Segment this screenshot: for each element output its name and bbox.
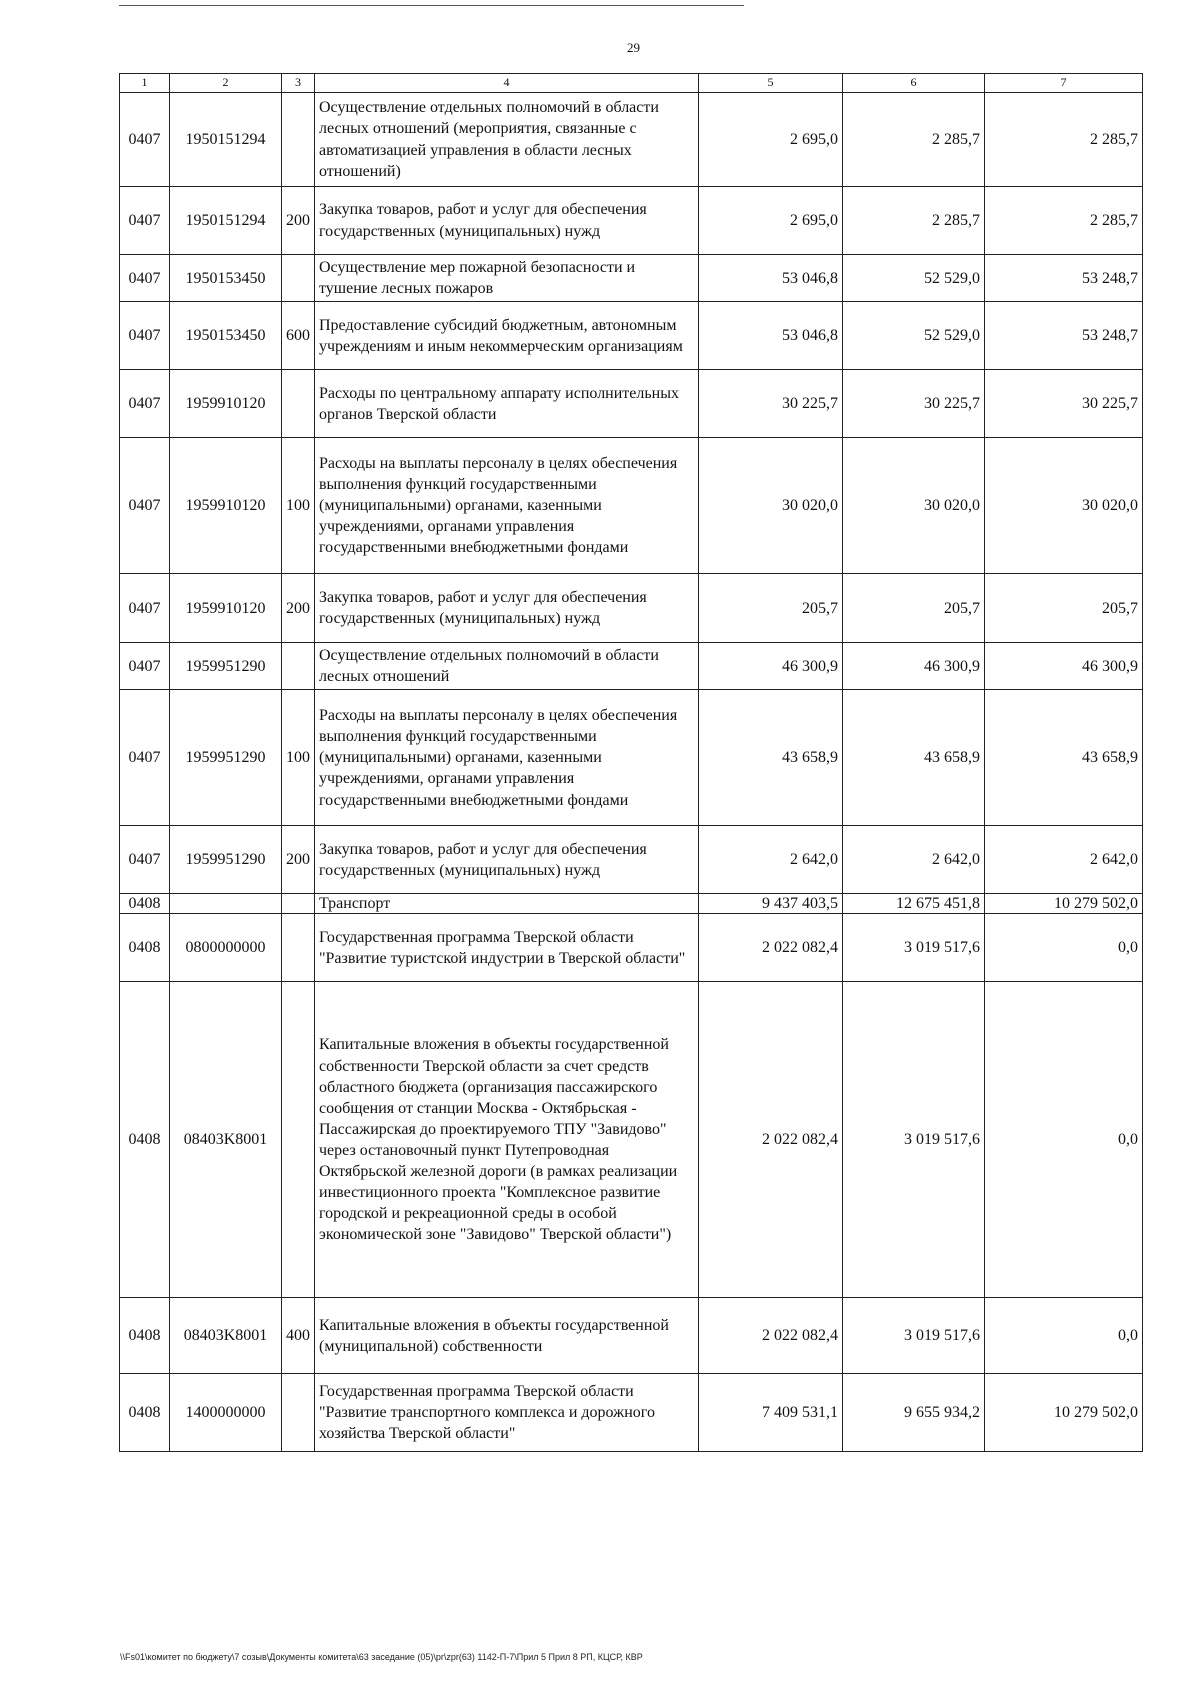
target-article-cell: 1950153450 <box>170 255 282 302</box>
amount-col6-cell: 2 642,0 <box>843 826 985 894</box>
amount-col5-cell: 43 658,9 <box>699 690 843 826</box>
table-row <box>120 643 1143 690</box>
column-header-4: 4 <box>315 74 699 93</box>
expense-type-cell: 200 <box>282 574 315 643</box>
amount-col6-cell: 12 675 451,8 <box>843 894 985 914</box>
section-code-cell: 0407 <box>120 370 170 438</box>
amount-col5-cell: 2 022 082,4 <box>699 982 843 1298</box>
scan-top-rule <box>119 5 744 6</box>
amount-col5-cell: 46 300,9 <box>699 643 843 690</box>
amount-col7-cell: 46 300,9 <box>985 643 1143 690</box>
amount-col6-cell: 52 529,0 <box>843 255 985 302</box>
amount-col7-cell: 30 225,7 <box>985 370 1143 438</box>
section-code-cell: 0407 <box>120 826 170 894</box>
amount-col6-cell: 3 019 517,6 <box>843 982 985 1298</box>
target-article-cell: 1950153450 <box>170 302 282 370</box>
amount-col5-cell: 2 642,0 <box>699 826 843 894</box>
name-cell: Капитальные вложения в объекты государственной собственности Тверской области за счет средств областного бюджета (организация пассажирского сообщения от станции Москва - Октябрьская - Пассажирская до проектируемого ТПУ "Завидово" через остановочный пункт Путепроводная Октябрьской железной дороги (в рамках реализации инвестиционного проекта "Комплексное развитие городской и рекреационной среды в особой экономической зоне "Завидово" Тверской области") <box>315 982 699 1298</box>
section-code-cell: 0407 <box>120 187 170 255</box>
expense-type-cell <box>282 93 315 187</box>
name-cell: Капитальные вложения в объекты государственной (муниципальной) собственности <box>315 1298 699 1374</box>
section-code-cell: 0408 <box>120 894 170 914</box>
amount-col7-cell: 53 248,7 <box>985 255 1143 302</box>
table-row <box>120 1298 1143 1374</box>
amount-col5-cell: 205,7 <box>699 574 843 643</box>
budget-table <box>119 73 1143 1452</box>
table-row <box>120 690 1143 826</box>
target-article-cell: 1959951290 <box>170 690 282 826</box>
amount-col5-cell: 53 046,8 <box>699 302 843 370</box>
table-row <box>120 438 1143 574</box>
expense-type-cell: 100 <box>282 690 315 826</box>
name-cell: Закупка товаров, работ и услуг для обеспечения государственных (муниципальных) нужд <box>315 187 699 255</box>
column-header-7: 7 <box>985 74 1143 93</box>
amount-col5-cell: 9 437 403,5 <box>699 894 843 914</box>
table-row <box>120 914 1143 982</box>
target-article-cell: 08403K8001 <box>170 1298 282 1374</box>
amount-col5-cell: 30 225,7 <box>699 370 843 438</box>
amount-col6-cell: 2 285,7 <box>843 187 985 255</box>
column-header-3: 3 <box>282 74 315 93</box>
amount-col7-cell: 10 279 502,0 <box>985 894 1143 914</box>
amount-col7-cell: 205,7 <box>985 574 1143 643</box>
table-row <box>120 1374 1143 1452</box>
section-code-cell: 0407 <box>120 438 170 574</box>
target-article-cell: 1400000000 <box>170 1374 282 1452</box>
target-article-cell: 1959910120 <box>170 438 282 574</box>
amount-col7-cell: 10 279 502,0 <box>985 1374 1143 1452</box>
table-row-transport <box>120 894 1143 914</box>
table-row <box>120 93 1143 187</box>
amount-col6-cell: 205,7 <box>843 574 985 643</box>
section-code-cell: 0407 <box>120 643 170 690</box>
amount-col6-cell: 52 529,0 <box>843 302 985 370</box>
table-row <box>120 302 1143 370</box>
amount-col5-cell: 2 695,0 <box>699 187 843 255</box>
amount-col6-cell: 3 019 517,6 <box>843 1298 985 1374</box>
column-number-row <box>120 74 1143 93</box>
table-row <box>120 982 1143 1298</box>
amount-col5-cell: 2 022 082,4 <box>699 1298 843 1374</box>
section-code-cell: 0408 <box>120 1298 170 1374</box>
section-code-cell: 0408 <box>120 1374 170 1452</box>
target-article-cell: 1959910120 <box>170 574 282 643</box>
expense-type-cell <box>282 643 315 690</box>
name-cell: Государственная программа Тверской области "Развитие туристской индустрии в Тверской области" <box>315 914 699 982</box>
target-article-cell: 1959951290 <box>170 826 282 894</box>
expense-type-cell: 100 <box>282 438 315 574</box>
table-row <box>120 370 1143 438</box>
amount-col5-cell: 53 046,8 <box>699 255 843 302</box>
column-header-5: 5 <box>699 74 843 93</box>
section-code-cell: 0407 <box>120 93 170 187</box>
name-cell: Закупка товаров, работ и услуг для обеспечения государственных (муниципальных) нужд <box>315 574 699 643</box>
table-row <box>120 255 1143 302</box>
amount-col7-cell: 2 285,7 <box>985 93 1143 187</box>
target-article-cell: 08403K8001 <box>170 982 282 1298</box>
expense-type-cell <box>282 894 315 914</box>
name-cell: Предоставление субсидий бюджетным, автономным учреждениям и иным некоммерческим организациям <box>315 302 699 370</box>
expense-type-cell: 400 <box>282 1298 315 1374</box>
target-article-cell: 0800000000 <box>170 914 282 982</box>
amount-col7-cell: 0,0 <box>985 1298 1143 1374</box>
name-cell: Расходы по центральному аппарату исполнительных органов Тверской области <box>315 370 699 438</box>
amount-col6-cell: 30 225,7 <box>843 370 985 438</box>
amount-col7-cell: 0,0 <box>985 914 1143 982</box>
column-header-1: 1 <box>120 74 170 93</box>
amount-col6-cell: 30 020,0 <box>843 438 985 574</box>
amount-col6-cell: 9 655 934,2 <box>843 1374 985 1452</box>
expense-type-cell <box>282 255 315 302</box>
expense-type-cell <box>282 914 315 982</box>
name-cell: Расходы на выплаты персоналу в целях обеспечения выполнения функций государственными (муниципальными) органами, казенными учреждениями, органами управления государственными внебюджетными фондами <box>315 438 699 574</box>
target-article-cell: 1959910120 <box>170 370 282 438</box>
name-cell: Осуществление мер пожарной безопасности и тушение лесных пожаров <box>315 255 699 302</box>
name-cell: Осуществление отдельных полномочий в области лесных отношений (мероприятия, связанные с автоматизацией управления в области лесных отношений) <box>315 93 699 187</box>
table-row <box>120 187 1143 255</box>
name-cell: Государственная программа Тверской области "Развитие транспортного комплекса и дорожного хозяйства Тверской области" <box>315 1374 699 1452</box>
amount-col7-cell: 0,0 <box>985 982 1143 1298</box>
expense-type-cell: 200 <box>282 826 315 894</box>
amount-col5-cell: 2 695,0 <box>699 93 843 187</box>
amount-col6-cell: 46 300,9 <box>843 643 985 690</box>
section-code-cell: 0407 <box>120 255 170 302</box>
target-article-cell: 1950151294 <box>170 187 282 255</box>
amount-col7-cell: 2 285,7 <box>985 187 1143 255</box>
target-article-cell <box>170 894 282 914</box>
amount-col7-cell: 30 020,0 <box>985 438 1143 574</box>
expense-type-cell <box>282 982 315 1298</box>
expense-type-cell <box>282 370 315 438</box>
amount-col7-cell: 43 658,9 <box>985 690 1143 826</box>
section-code-cell: 0408 <box>120 914 170 982</box>
amount-col6-cell: 3 019 517,6 <box>843 914 985 982</box>
section-code-cell: 0407 <box>120 574 170 643</box>
target-article-cell: 1950151294 <box>170 93 282 187</box>
amount-col5-cell: 30 020,0 <box>699 438 843 574</box>
section-code-cell: 0408 <box>120 982 170 1298</box>
amount-col7-cell: 2 642,0 <box>985 826 1143 894</box>
amount-col6-cell: 2 285,7 <box>843 93 985 187</box>
amount-col7-cell: 53 248,7 <box>985 302 1143 370</box>
amount-col5-cell: 7 409 531,1 <box>699 1374 843 1452</box>
name-cell: Транспорт <box>315 894 699 914</box>
name-cell: Расходы на выплаты персоналу в целях обеспечения выполнения функций государственными (муниципальными) органами, казенными учреждениями, органами управления государственными внебюджетными фондами <box>315 690 699 826</box>
page-number: 29 <box>627 40 640 55</box>
footer-file-path: \\Fs01\комитет по бюджету\7 созыв\Документы комитета\63 заседание (05)\pr\zpr(63) 1142-П-7\Прил 5 Прил 8 РП, КЦСР, КВР <box>120 1652 643 1662</box>
name-cell: Осуществление отдельных полномочий в области лесных отношений <box>315 643 699 690</box>
amount-col5-cell: 2 022 082,4 <box>699 914 843 982</box>
target-article-cell: 1959951290 <box>170 643 282 690</box>
expense-type-cell: 600 <box>282 302 315 370</box>
section-code-cell: 0407 <box>120 302 170 370</box>
section-code-cell: 0407 <box>120 690 170 826</box>
expense-type-cell: 200 <box>282 187 315 255</box>
column-header-6: 6 <box>843 74 985 93</box>
expense-type-cell <box>282 1374 315 1452</box>
table-row <box>120 826 1143 894</box>
column-header-2: 2 <box>170 74 282 93</box>
amount-col6-cell: 43 658,9 <box>843 690 985 826</box>
table-row <box>120 574 1143 643</box>
name-cell: Закупка товаров, работ и услуг для обеспечения государственных (муниципальных) нужд <box>315 826 699 894</box>
